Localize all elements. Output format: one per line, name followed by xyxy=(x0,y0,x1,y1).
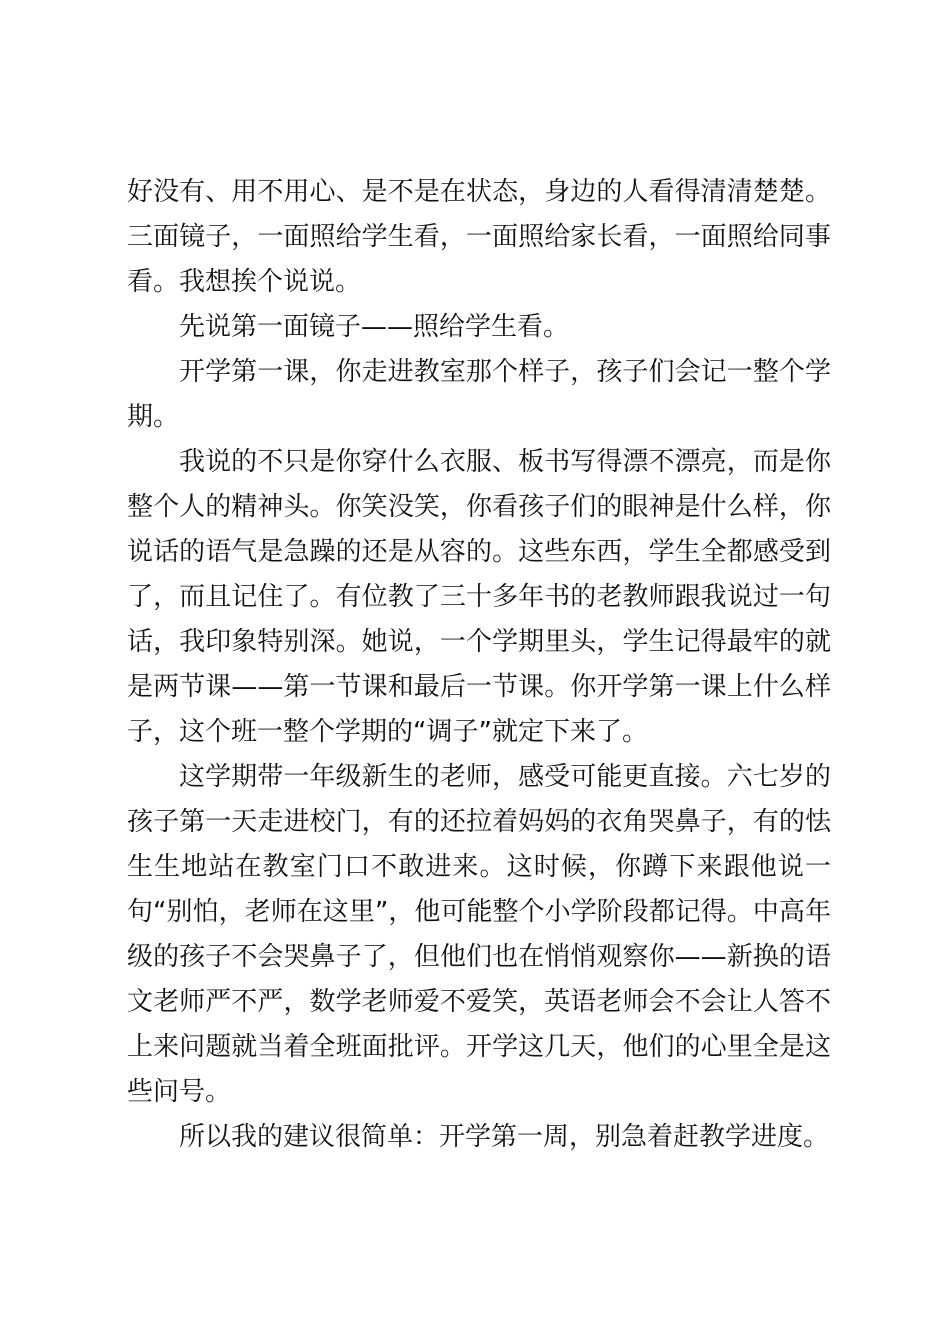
paragraph: 好没有、用不用心、是不是在状态，身边的人看得清清楚楚。三面镜子，一面照给学生看，一面照给家长看，一面照给同事看。我想挨个说说。 xyxy=(127,177,831,297)
document-body xyxy=(127,170,831,1160)
paragraph: 这学期带一年级新生的老师，感受可能更直接。六七岁的孩子第一天走进校门，有的还拉着妈妈的衣角哭鼻子，有的怯生生地站在教室门口不敢进来。这时候，你蹲下来跟他说一句“别怕，老师在这里”，他可能整个小学阶段都记得。中高年级的孩子不会哭鼻子了，但他们也在悄悄观察你——新换的语文老师严不严，数学老师爱不爱笑，英语老师会不会让人答不上来问题就当着全班面批评。开学这几天，他们的心里全是这些问号。 xyxy=(127,762,831,1107)
paragraph: 开学第一课，你走进教室那个样子，孩子们会记一整个学期。 xyxy=(127,357,831,432)
paragraph: 先说第一面镜子——照给学生看。 xyxy=(179,312,570,342)
paragraph: 我说的不只是你穿什么衣服、板书写得漂不漂亮，而是你整个人的精神头。你笑没笑，你看孩子们的眼神是什么样，你说话的语气是急躁的还是从容的。这些东西，学生全都感受到了，而且记住了。有位教了三十多年书的老教师跟我说过一句话，我印象特别深。她说，一个学期里头，学生记得最牢的就是两节课——第一节课和最后一节课。你开学第一课上什么样子，这个班一整个学期的“调子”就定下来了。 xyxy=(127,447,831,747)
paragraph: 所以我的建议很简单：开学第一周，别急着赶教学进度。 xyxy=(179,1122,830,1152)
